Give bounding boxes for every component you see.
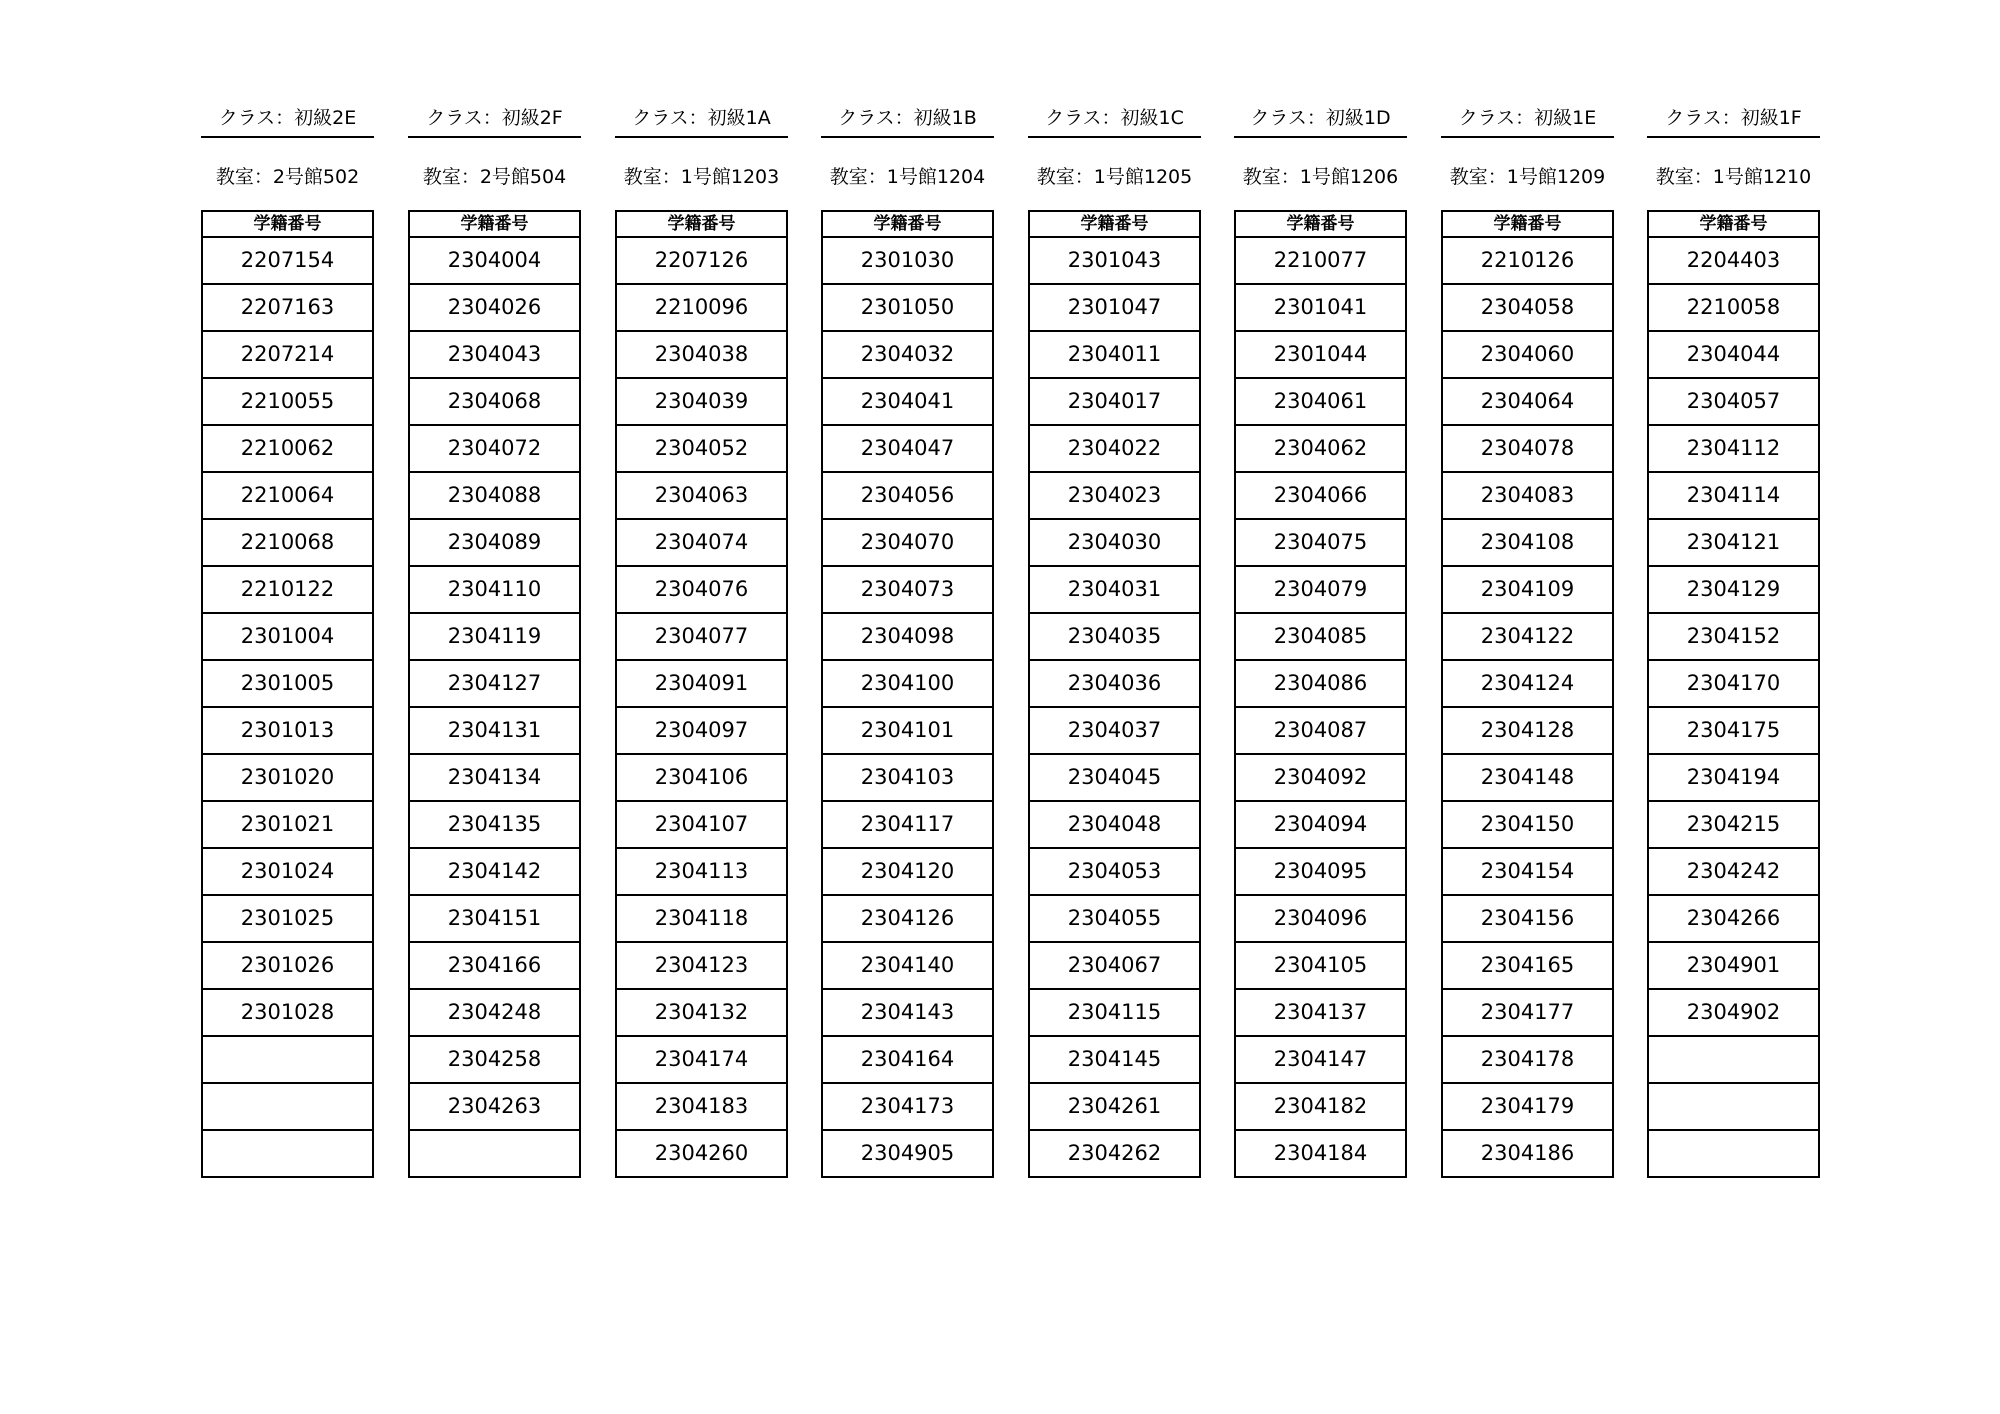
student-id-cell: 2304112 (1649, 426, 1818, 473)
class-label: クラス：初級1E (1441, 100, 1614, 138)
room-label: 教室：2号館504 (422, 166, 567, 188)
student-id-table (1234, 210, 1407, 1178)
class-label: クラス：初級1D (1234, 100, 1407, 138)
table-header: 学籍番号 (823, 212, 992, 238)
student-id-cell: 2304100 (823, 661, 992, 708)
student-id-cell: 2210068 (203, 520, 372, 567)
class-label: クラス：初級1A (615, 100, 788, 138)
student-id-cell: 2304142 (410, 849, 579, 896)
student-id-cell: 2210077 (1236, 238, 1405, 285)
student-id-cell: 2301047 (1030, 285, 1199, 332)
student-id-cell: 2304215 (1649, 802, 1818, 849)
student-id-cell: 2304127 (410, 661, 579, 708)
student-id-cell (203, 1037, 372, 1084)
student-id-cell: 2304036 (1030, 661, 1199, 708)
student-id-cell: 2304078 (1443, 426, 1612, 473)
student-id-cell: 2304156 (1443, 896, 1612, 943)
student-id-cell: 2301043 (1030, 238, 1199, 285)
student-id-cell: 2304263 (410, 1084, 579, 1131)
student-id-cell: 2304140 (823, 943, 992, 990)
student-id-cell: 2304108 (1443, 520, 1612, 567)
student-id-cell: 2304901 (1649, 943, 1818, 990)
student-id-cell: 2304073 (823, 567, 992, 614)
student-id-cell: 2301024 (203, 849, 372, 896)
class-label: クラス：初級2F (408, 100, 581, 138)
room-label: 教室：1号館1204 (829, 166, 986, 188)
student-id-cell: 2304101 (823, 708, 992, 755)
student-id-cell: 2210122 (203, 567, 372, 614)
student-id-cell: 2304022 (1030, 426, 1199, 473)
room-label: 教室：2号館502 (215, 166, 360, 188)
student-id-cell: 2304154 (1443, 849, 1612, 896)
room-label: 教室：1号館1209 (1449, 166, 1606, 188)
student-id-cell: 2304182 (1236, 1084, 1405, 1131)
student-id-cell: 2304179 (1443, 1084, 1612, 1131)
student-id-cell: 2304056 (823, 473, 992, 520)
student-id-cell: 2304057 (1649, 379, 1818, 426)
room-label: 教室：1号館1203 (623, 166, 780, 188)
student-id-cell: 2304095 (1236, 849, 1405, 896)
student-id-cell: 2304174 (617, 1037, 786, 1084)
student-id-cell: 2301044 (1236, 332, 1405, 379)
student-id-cell (1649, 1131, 1818, 1176)
student-id-cell: 2304079 (1236, 567, 1405, 614)
student-id-cell: 2301028 (203, 990, 372, 1037)
student-id-cell: 2304043 (410, 332, 579, 379)
student-id-cell (1649, 1037, 1818, 1084)
student-id-table (201, 210, 374, 1178)
student-id-cell: 2304074 (617, 520, 786, 567)
student-id-table (1028, 210, 1201, 1178)
student-id-cell: 2304064 (1443, 379, 1612, 426)
student-id-cell: 2210126 (1443, 238, 1612, 285)
student-id-cell: 2304183 (617, 1084, 786, 1131)
student-id-cell: 2304052 (617, 426, 786, 473)
student-id-cell: 2304258 (410, 1037, 579, 1084)
student-id-cell: 2304070 (823, 520, 992, 567)
student-id-cell: 2301021 (203, 802, 372, 849)
student-id-cell: 2301050 (823, 285, 992, 332)
student-id-cell: 2304105 (1236, 943, 1405, 990)
student-id-cell: 2304126 (823, 896, 992, 943)
student-id-cell: 2304030 (1030, 520, 1199, 567)
student-id-cell: 2304103 (823, 755, 992, 802)
student-id-cell: 2304026 (410, 285, 579, 332)
student-id-cell: 2304106 (617, 755, 786, 802)
student-id-cell: 2304151 (410, 896, 579, 943)
student-id-cell: 2304038 (617, 332, 786, 379)
student-id-cell: 2304060 (1443, 332, 1612, 379)
student-id-cell: 2304035 (1030, 614, 1199, 661)
student-id-cell: 2304044 (1649, 332, 1818, 379)
student-id-cell: 2304109 (1443, 567, 1612, 614)
student-id-cell: 2304110 (410, 567, 579, 614)
student-id-cell: 2304164 (823, 1037, 992, 1084)
student-id-cell: 2210062 (203, 426, 372, 473)
student-id-cell: 2304088 (410, 473, 579, 520)
table-header: 学籍番号 (203, 212, 372, 238)
student-id-cell: 2304114 (1649, 473, 1818, 520)
student-id-cell: 2210058 (1649, 285, 1818, 332)
student-id-cell: 2304113 (617, 849, 786, 896)
student-id-cell: 2207214 (203, 332, 372, 379)
student-id-table (1441, 210, 1614, 1178)
student-id-cell: 2301041 (1236, 285, 1405, 332)
student-id-cell: 2301004 (203, 614, 372, 661)
student-id-cell: 2304121 (1649, 520, 1818, 567)
student-id-cell: 2304091 (617, 661, 786, 708)
student-id-cell: 2304096 (1236, 896, 1405, 943)
student-id-cell: 2304023 (1030, 473, 1199, 520)
student-id-table (615, 210, 788, 1178)
table-header: 学籍番号 (1649, 212, 1818, 238)
student-id-cell: 2304066 (1236, 473, 1405, 520)
class-label: クラス：初級1C (1028, 100, 1201, 138)
student-id-cell: 2304083 (1443, 473, 1612, 520)
table-header: 学籍番号 (1443, 212, 1612, 238)
student-id-cell: 2304076 (617, 567, 786, 614)
student-id-cell: 2301025 (203, 896, 372, 943)
class-label: クラス：初級2E (201, 100, 374, 138)
student-id-cell: 2304173 (823, 1084, 992, 1131)
student-id-cell: 2304119 (410, 614, 579, 661)
student-id-cell: 2304087 (1236, 708, 1405, 755)
student-id-cell: 2304068 (410, 379, 579, 426)
student-id-cell: 2304165 (1443, 943, 1612, 990)
student-id-cell (1649, 1084, 1818, 1131)
student-id-cell: 2304143 (823, 990, 992, 1037)
student-id-cell: 2301013 (203, 708, 372, 755)
student-id-cell: 2304041 (823, 379, 992, 426)
class-label: クラス：初級1F (1647, 100, 1820, 138)
student-id-cell: 2304148 (1443, 755, 1612, 802)
student-id-cell: 2304017 (1030, 379, 1199, 426)
student-id-cell: 2210096 (617, 285, 786, 332)
student-id-cell: 2301020 (203, 755, 372, 802)
student-id-cell: 2304032 (823, 332, 992, 379)
student-id-cell: 2304129 (1649, 567, 1818, 614)
student-id-cell: 2304905 (860, 1141, 955, 1165)
student-id-cell: 2304135 (410, 802, 579, 849)
student-id-cell: 2304037 (1030, 708, 1199, 755)
student-id-cell: 2304166 (410, 943, 579, 990)
table-header: 学籍番号 (410, 212, 579, 238)
student-id-table (1647, 210, 1820, 1178)
student-id-cell: 2304077 (617, 614, 786, 661)
student-id-cell: 2207126 (617, 238, 786, 285)
student-id-cell: 2304242 (1649, 849, 1818, 896)
student-id-cell: 2304120 (823, 849, 992, 896)
student-id-cell: 2304132 (617, 990, 786, 1037)
student-id-cell: 2304075 (1236, 520, 1405, 567)
student-id-cell: 2304063 (617, 473, 786, 520)
student-id-cell: 2304186 (1480, 1141, 1575, 1165)
student-id-cell: 2304089 (410, 520, 579, 567)
student-id-cell: 2304178 (1443, 1037, 1612, 1084)
student-id-cell: 2304094 (1236, 802, 1405, 849)
class-label: クラス：初級1B (821, 100, 994, 138)
student-id-cell: 2304194 (1649, 755, 1818, 802)
student-id-cell: 2304260 (654, 1141, 749, 1165)
student-id-cell: 2304117 (823, 802, 992, 849)
student-id-cell (203, 1084, 372, 1131)
student-id-cell (410, 1131, 579, 1176)
student-id-cell: 2204403 (1649, 238, 1818, 285)
student-id-cell: 2304248 (410, 990, 579, 1037)
student-id-cell: 2304107 (617, 802, 786, 849)
student-id-cell: 2304266 (1649, 896, 1818, 943)
student-id-cell: 2304131 (410, 708, 579, 755)
student-id-table (408, 210, 581, 1178)
student-id-cell: 2304098 (823, 614, 992, 661)
student-id-cell: 2304072 (410, 426, 579, 473)
student-id-cell: 2304062 (1236, 426, 1405, 473)
student-id-cell: 2304145 (1030, 1037, 1199, 1084)
student-id-cell: 2210055 (203, 379, 372, 426)
student-id-cell: 2304085 (1236, 614, 1405, 661)
student-id-cell: 2301026 (203, 943, 372, 990)
room-label: 教室：1号館1205 (1036, 166, 1193, 188)
student-id-cell: 2304137 (1236, 990, 1405, 1037)
student-id-cell: 2304150 (1443, 802, 1612, 849)
student-id-cell: 2210064 (203, 473, 372, 520)
student-id-cell: 2304134 (410, 755, 579, 802)
student-id-cell: 2304902 (1649, 990, 1818, 1037)
student-id-cell: 2304118 (617, 896, 786, 943)
student-id-cell: 2304067 (1030, 943, 1199, 990)
room-label: 教室：1号館1206 (1242, 166, 1399, 188)
student-id-cell: 2304261 (1030, 1084, 1199, 1131)
student-id-cell: 2304058 (1443, 285, 1612, 332)
student-id-cell: 2304147 (1236, 1037, 1405, 1084)
student-id-cell (203, 1131, 372, 1176)
student-id-cell: 2304123 (617, 943, 786, 990)
student-id-cell: 2304055 (1030, 896, 1199, 943)
student-id-cell: 2301005 (203, 661, 372, 708)
student-id-cell: 2304045 (1030, 755, 1199, 802)
student-id-cell: 2304097 (617, 708, 786, 755)
student-id-cell: 2304152 (1649, 614, 1818, 661)
student-id-cell: 2304011 (1030, 332, 1199, 379)
room-label: 教室：1号館1210 (1655, 166, 1812, 188)
student-id-cell: 2304031 (1030, 567, 1199, 614)
table-header: 学籍番号 (617, 212, 786, 238)
student-id-cell: 2304177 (1443, 990, 1612, 1037)
student-id-cell: 2304175 (1649, 708, 1818, 755)
student-id-cell: 2304053 (1030, 849, 1199, 896)
student-id-cell: 2304122 (1443, 614, 1612, 661)
student-id-cell: 2304086 (1236, 661, 1405, 708)
student-id-cell: 2304092 (1236, 755, 1405, 802)
student-id-cell: 2304039 (617, 379, 786, 426)
student-id-cell: 2301030 (823, 238, 992, 285)
table-header: 学籍番号 (1236, 212, 1405, 238)
student-id-table (821, 210, 994, 1178)
student-id-cell: 2304124 (1443, 661, 1612, 708)
student-id-cell: 2304128 (1443, 708, 1612, 755)
student-id-cell: 2304115 (1030, 990, 1199, 1037)
table-header: 学籍番号 (1030, 212, 1199, 238)
student-id-cell: 2304048 (1030, 802, 1199, 849)
student-id-cell: 2304047 (823, 426, 992, 473)
student-id-cell: 2304170 (1649, 661, 1818, 708)
student-id-cell: 2304004 (410, 238, 579, 285)
student-id-cell: 2304061 (1236, 379, 1405, 426)
student-id-cell: 2207154 (203, 238, 372, 285)
student-id-cell: 2207163 (203, 285, 372, 332)
student-id-cell: 2304262 (1067, 1141, 1162, 1165)
student-id-cell: 2304184 (1273, 1141, 1368, 1165)
